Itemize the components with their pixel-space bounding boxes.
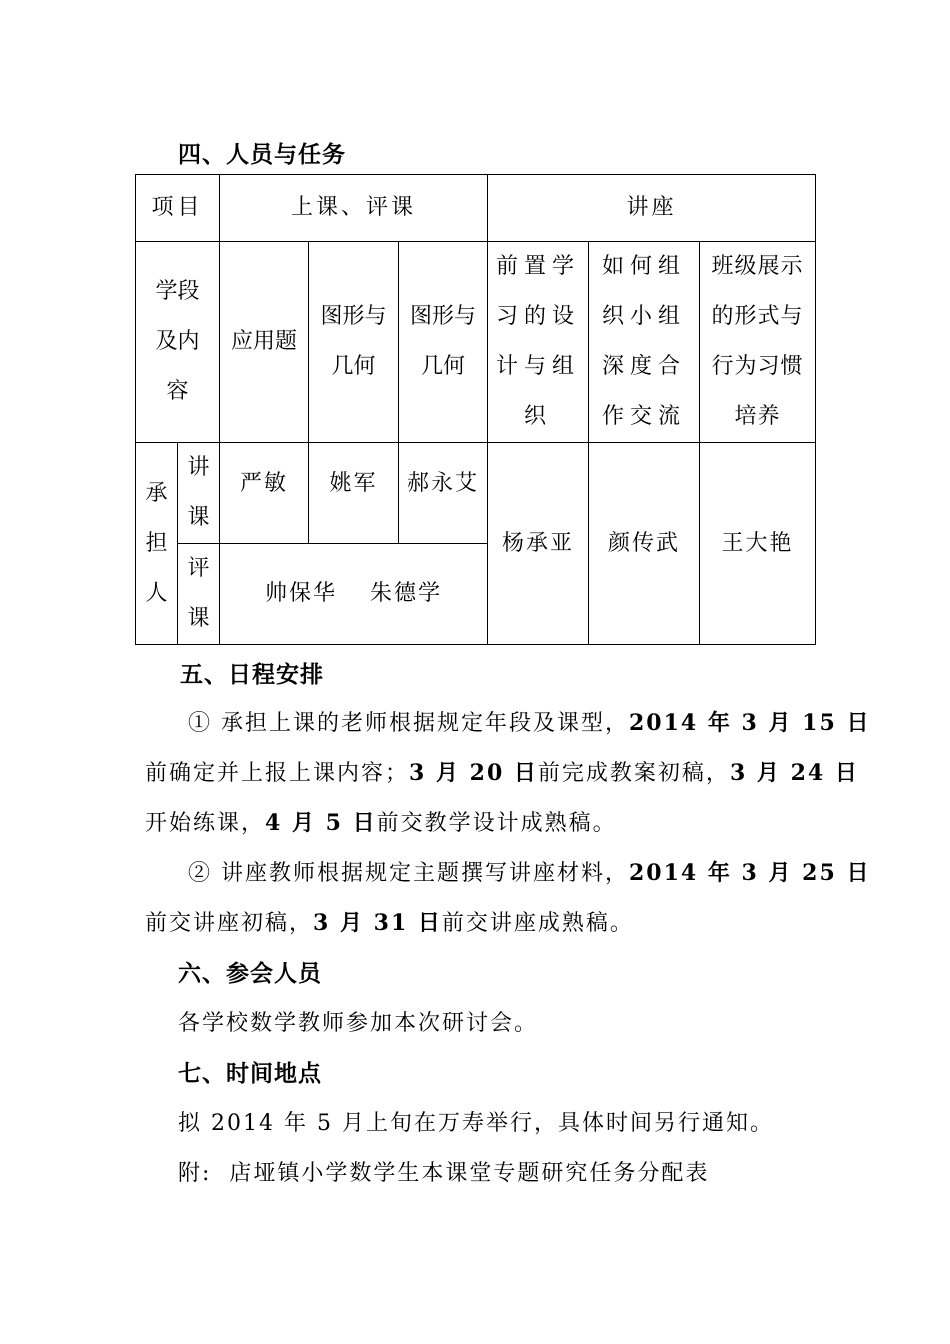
- bearer-label: 承 担 人: [136, 443, 178, 645]
- task-table: [135, 174, 816, 645]
- lecture-topic-1: 前置学 习的设 计与组 织: [488, 242, 589, 443]
- schedule-item1-line1: ① 承担上课的老师根据规定年段及课型，2014 年 3 月 15 日: [188, 710, 871, 736]
- schedule-item2-line2: 前交讲座初稿，3 月 31 日前交讲座成熟稿。: [145, 910, 634, 936]
- header-lessons: 上课、评课: [220, 175, 488, 242]
- stage-content-label: 学段 及内 容: [136, 242, 220, 443]
- schedule-item2-line1: ② 讲座教师根据规定主题撰写讲座材料，2014 年 3 月 25 日: [188, 860, 871, 886]
- review-label: 评 课: [178, 544, 220, 645]
- section5-title: 五、日程安排: [180, 661, 324, 688]
- schedule-item1-line2: 前确定并上报上课内容；3 月 20 日前完成教案初稿，3 月 24 日: [145, 760, 859, 786]
- content-application: 应用题: [220, 242, 309, 443]
- content-geometry-2: 图形与 几何: [399, 242, 488, 443]
- schedule-item1-line3: 开始练课，4 月 5 日前交教学设计成熟稿。: [145, 810, 617, 836]
- section6-title: 六、参会人员: [178, 960, 322, 987]
- lecturer-2: 颜传武: [589, 443, 700, 645]
- teach-label: 讲 课: [178, 443, 220, 544]
- teacher-3: 郝永艾: [399, 443, 488, 544]
- lecturer-3: 王大艳: [700, 443, 816, 645]
- teacher-2: 姚军: [309, 443, 399, 544]
- teacher-1: 严敏: [220, 443, 309, 544]
- lecture-topic-2: 如何组 织小组 深度合 作交流: [589, 242, 700, 443]
- lecture-topic-3: 班级展示 的形式与 行为习惯 培养: [700, 242, 816, 443]
- appendix-note: 附: 店垭镇小学数学生本课堂专题研究任务分配表: [178, 1161, 710, 1186]
- section4-title: 四、人员与任务: [178, 141, 346, 168]
- header-project: 项目: [136, 175, 220, 242]
- content-geometry-1: 图形与 几何: [309, 242, 399, 443]
- section7-body: 拟 2014 年 5 月上旬在万寿举行，具体时间另行通知。: [178, 1111, 774, 1136]
- section6-body: 各学校数学教师参加本次研讨会。: [178, 1011, 539, 1036]
- header-lectures: 讲座: [488, 175, 816, 242]
- section7-title: 七、时间地点: [178, 1060, 322, 1087]
- reviewers: 帅保华 朱德学: [220, 544, 488, 645]
- lecturer-1: 杨承亚: [488, 443, 589, 645]
